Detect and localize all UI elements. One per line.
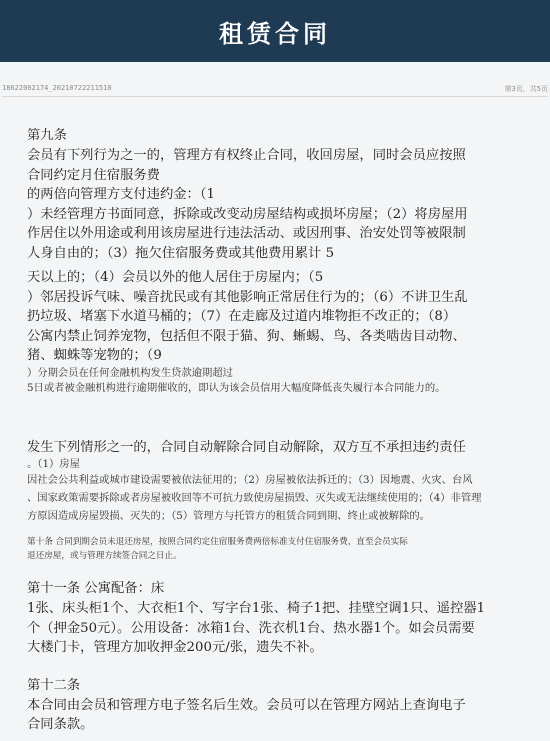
article-11-line: 1张、床头柜1个、大衣柜1个、写字台1张、椅子1把、挂壁空调1只、遥控器1 xyxy=(27,601,486,616)
article-10-line: 、国家政策需要拆除或者房屋被收回等不可抗力致使房屋损毁、灭失或无法继续使用的；（4）非管理 xyxy=(27,492,482,504)
contract-body xyxy=(27,126,538,735)
article-9-line: 的两倍向管理方支付违约金：（1 xyxy=(27,187,215,202)
page-number: 第3页，共5页 xyxy=(504,85,548,93)
document-id: 18622002174_20210722211510 xyxy=(2,84,112,92)
article-11-heading: 第十一条 公寓配备：床 xyxy=(27,581,165,596)
article-9-line: 公寓内禁止饲养宠物，包括但不限于猫、狗、蜥蜴、鸟、各类啮齿目动物、 xyxy=(27,328,466,344)
article-10-item-label: 。（1）房屋 xyxy=(27,458,80,470)
article-10-line: 方原因造成房屋毁损、灭失的；（5）管理方与托管方的租赁合同到期、终止或被解除的。 xyxy=(27,510,430,522)
article-11-line: 大楼门卡，管理方加收押金200元/张，遗失不补。 xyxy=(27,640,323,655)
title-banner xyxy=(0,0,550,62)
article-11-line: 个（押金50元）。公用设备：冰箱1台、洗衣机1台、热水器1个。如会员需要 xyxy=(27,620,475,636)
article-9-small-line: ）分期会员在任何金融机构发生贷款逾期超过 xyxy=(27,366,233,379)
article-10-line: 因社会公共利益或城市建设需要被依法征用的；（2）房屋被依法拆迁的；（3）因地震、火灾、台风 xyxy=(27,474,473,486)
article-9-line: 会员有下列行为之一的，管理方有权终止合同，收回房屋，同时会员应按照 xyxy=(27,148,466,163)
article-10-intro: 发生下列情形之一的，合同自动解除合同自动解除，双方互不承担违约责任 xyxy=(27,439,466,455)
article-9-heading: 第九条 xyxy=(27,128,67,143)
article-10-clause-line: 第十条 合同到期会员未退还房屋，按照合同约定住宿服务费两倍标准支付住宿服务费，直至会员实际 xyxy=(27,537,408,547)
article-9-small-line: 5日或者被金融机构进行逾期催收的，即认为该会员信用大幅度降低丧失履行本合同能力的。 xyxy=(27,381,446,394)
article-9-line: ）邻居投诉气味、噪音扰民或有其他影响正常居住行为的；（6）不讲卫生乱 xyxy=(27,289,468,305)
article-9-line: 合同约定月住宿服务费 xyxy=(27,167,160,183)
article-12-line: 本合同由会员和管理方电子签名后生效。会员可以在管理方网站上查询电子 xyxy=(27,697,466,713)
article-12-heading: 第十二条 xyxy=(27,677,81,693)
article-9-line: 作居住以外用途或利用该房屋进行违法活动、或因刑事、治安处罚等被限制 xyxy=(27,226,466,241)
article-9-line: 扔垃圾、堵塞下水道马桶的；（7）在走廊及过道内堆物拒不改正的；（8） xyxy=(27,309,457,324)
article-9-line: 天以上的；（4）会员以外的他人居住于房屋内；（5 xyxy=(27,270,324,285)
article-9-line: 人身自由的；（3）拖欠住宿服务费或其他费用累计 5 xyxy=(27,245,335,261)
article-10-clause-line: 退还房屋，或与管理方续签合同之日止。 xyxy=(27,551,182,561)
article-9-line: 猪、蜘蛛等宠物的；（9 xyxy=(27,348,162,363)
article-9-line: ）未经管理方书面同意，拆除或改变动房屋结构或损坏房屋；（2）将房屋用 xyxy=(27,206,468,222)
page-meta xyxy=(2,82,548,97)
document-title: 租赁合同 xyxy=(219,19,331,48)
article-12-line: 合同条款。 xyxy=(27,717,94,732)
